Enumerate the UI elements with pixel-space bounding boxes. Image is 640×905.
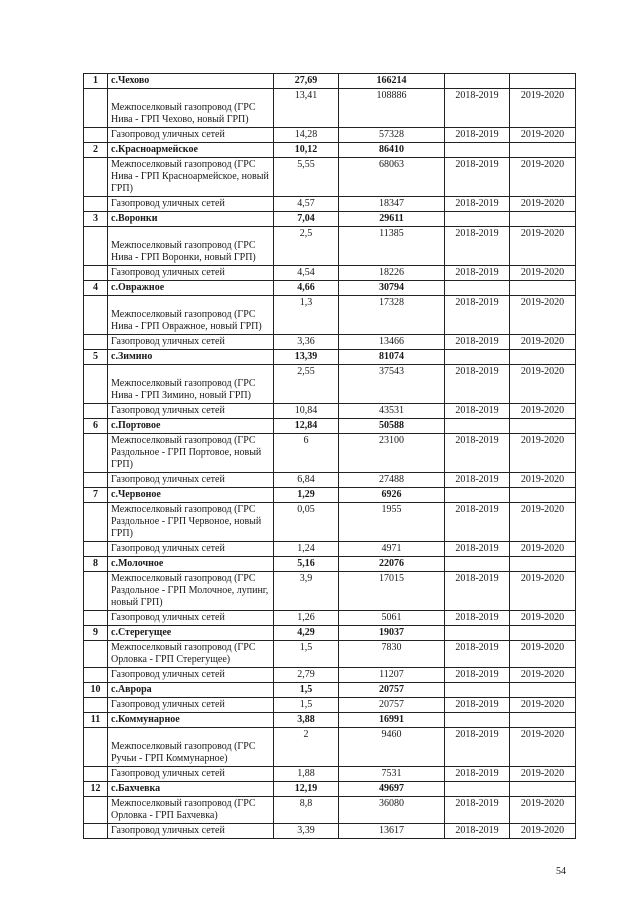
- design-period: 2018-2019: [445, 434, 510, 473]
- empty-cell: [510, 419, 576, 434]
- empty-cell: [510, 713, 576, 728]
- construction-period: 2019-2020: [510, 767, 576, 782]
- row-number: 1: [84, 74, 108, 89]
- pipeline-description: Газопровод уличных сетей: [108, 197, 274, 212]
- village-name: с.Червоное: [108, 488, 274, 503]
- village-row: [84, 74, 576, 89]
- row-number: 3: [84, 212, 108, 227]
- design-period: 2018-2019: [445, 668, 510, 683]
- pipeline-length: 1,88: [274, 767, 339, 782]
- pipeline-cost: 7531: [339, 767, 445, 782]
- empty-cell: [445, 557, 510, 572]
- design-period: 2018-2019: [445, 767, 510, 782]
- empty-cell: [84, 767, 108, 782]
- empty-cell: [84, 365, 108, 404]
- construction-period: 2019-2020: [510, 503, 576, 542]
- pipeline-row: [84, 641, 576, 668]
- empty-cell: [84, 434, 108, 473]
- empty-cell: [510, 557, 576, 572]
- pipeline-cost: 7830: [339, 641, 445, 668]
- pipeline-description: Газопровод уличных сетей: [108, 824, 274, 839]
- pipeline-row: [84, 503, 576, 542]
- empty-cell: [84, 641, 108, 668]
- total-length: 13,39: [274, 350, 339, 365]
- pipeline-cost: 13466: [339, 335, 445, 350]
- pipeline-description: Газопровод уличных сетей: [108, 266, 274, 281]
- pipeline-description: Газопровод уличных сетей: [108, 542, 274, 557]
- construction-period: 2019-2020: [510, 473, 576, 488]
- pipeline-description: Газопровод уличных сетей: [108, 473, 274, 488]
- pipeline-length: 1,3: [274, 296, 339, 335]
- empty-cell: [445, 74, 510, 89]
- pipeline-row: [84, 365, 576, 404]
- empty-cell: [510, 143, 576, 158]
- empty-cell: [84, 128, 108, 143]
- village-name: с.Красноармейское: [108, 143, 274, 158]
- total-cost: 29611: [339, 212, 445, 227]
- total-length: 1,5: [274, 683, 339, 698]
- pipeline-description: Межпоселковый газопровод (ГРС Ручьи - ГРП Коммунарное): [108, 728, 274, 767]
- total-length: 7,04: [274, 212, 339, 227]
- pipeline-description: Межпоселковый газопровод (ГРС Орловка - ГРП Бахчевка): [108, 797, 274, 824]
- construction-period: 2019-2020: [510, 404, 576, 419]
- total-length: 27,69: [274, 74, 339, 89]
- pipeline-description: Межпоселковый газопровод (ГРС Раздольное - ГРП Червоное, новый ГРП): [108, 503, 274, 542]
- construction-period: 2019-2020: [510, 611, 576, 626]
- total-length: 4,66: [274, 281, 339, 296]
- village-name: с.Чехово: [108, 74, 274, 89]
- design-period: 2018-2019: [445, 611, 510, 626]
- row-number: 5: [84, 350, 108, 365]
- construction-period: 2019-2020: [510, 641, 576, 668]
- pipeline-cost: 36080: [339, 797, 445, 824]
- pipeline-row: [84, 335, 576, 350]
- pipeline-length: 1,24: [274, 542, 339, 557]
- empty-cell: [510, 683, 576, 698]
- pipeline-description: Межпоселковый газопровод (ГРС Нива - ГРП Зимино, новый ГРП): [108, 365, 274, 404]
- design-period: 2018-2019: [445, 797, 510, 824]
- total-cost: 6926: [339, 488, 445, 503]
- village-name: с.Коммунарное: [108, 713, 274, 728]
- design-period: 2018-2019: [445, 335, 510, 350]
- village-row: [84, 782, 576, 797]
- total-cost: 30794: [339, 281, 445, 296]
- village-name: с.Воронки: [108, 212, 274, 227]
- pipeline-row: [84, 266, 576, 281]
- empty-cell: [445, 143, 510, 158]
- pipeline-length: 4,57: [274, 197, 339, 212]
- village-name: с.Стерегущее: [108, 626, 274, 641]
- design-period: 2018-2019: [445, 572, 510, 611]
- village-row: [84, 350, 576, 365]
- pipeline-length: 8,8: [274, 797, 339, 824]
- construction-period: 2019-2020: [510, 668, 576, 683]
- construction-period: 2019-2020: [510, 824, 576, 839]
- pipeline-length: 5,55: [274, 158, 339, 197]
- empty-cell: [445, 683, 510, 698]
- empty-cell: [445, 626, 510, 641]
- row-number: 6: [84, 419, 108, 434]
- empty-cell: [84, 503, 108, 542]
- village-name: с.Овражное: [108, 281, 274, 296]
- empty-cell: [510, 350, 576, 365]
- pipeline-length: 1,5: [274, 698, 339, 713]
- page-number: 54: [556, 866, 566, 877]
- total-cost: 16991: [339, 713, 445, 728]
- design-period: 2018-2019: [445, 728, 510, 767]
- row-number: 7: [84, 488, 108, 503]
- empty-cell: [84, 404, 108, 419]
- pipeline-cost: 57328: [339, 128, 445, 143]
- design-period: 2018-2019: [445, 698, 510, 713]
- pipeline-row: [84, 542, 576, 557]
- village-row: [84, 683, 576, 698]
- design-period: 2018-2019: [445, 89, 510, 128]
- total-length: 5,16: [274, 557, 339, 572]
- pipeline-row: [84, 824, 576, 839]
- empty-cell: [84, 473, 108, 488]
- pipeline-row: [84, 158, 576, 197]
- empty-cell: [510, 212, 576, 227]
- design-period: 2018-2019: [445, 641, 510, 668]
- empty-cell: [510, 488, 576, 503]
- empty-cell: [84, 542, 108, 557]
- pipeline-length: 4,54: [274, 266, 339, 281]
- pipeline-length: 1,5: [274, 641, 339, 668]
- pipeline-length: 2,79: [274, 668, 339, 683]
- pipeline-cost: 9460: [339, 728, 445, 767]
- row-number: 11: [84, 713, 108, 728]
- pipeline-description: Межпоселковый газопровод (ГРС Раздольное - ГРП Портовое, новый ГРП): [108, 434, 274, 473]
- pipeline-cost: 4971: [339, 542, 445, 557]
- empty-cell: [445, 488, 510, 503]
- pipeline-description: Межпоселковый газопровод (ГРС Нива - ГРП Овражное, новый ГРП): [108, 296, 274, 335]
- pipeline-row: [84, 668, 576, 683]
- total-cost: 81074: [339, 350, 445, 365]
- village-row: [84, 488, 576, 503]
- empty-cell: [84, 197, 108, 212]
- pipeline-description: Межпоселковый газопровод (ГРС Орловка - ГРП Стерегущее): [108, 641, 274, 668]
- total-cost: 22076: [339, 557, 445, 572]
- pipeline-length: 13,41: [274, 89, 339, 128]
- empty-cell: [84, 572, 108, 611]
- pipeline-cost: 5061: [339, 611, 445, 626]
- village-name: с.Бахчевка: [108, 782, 274, 797]
- empty-cell: [84, 797, 108, 824]
- pipeline-cost: 13617: [339, 824, 445, 839]
- empty-cell: [84, 89, 108, 128]
- pipeline-description: Межпоселковый газопровод (ГРС Нива - ГРП Воронки, новый ГРП): [108, 227, 274, 266]
- construction-period: 2019-2020: [510, 365, 576, 404]
- pipeline-cost: 18226: [339, 266, 445, 281]
- construction-period: 2019-2020: [510, 797, 576, 824]
- pipeline-cost: 17015: [339, 572, 445, 611]
- village-row: [84, 281, 576, 296]
- design-period: 2018-2019: [445, 197, 510, 212]
- village-row: [84, 143, 576, 158]
- pipeline-description: Газопровод уличных сетей: [108, 128, 274, 143]
- pipeline-row: [84, 128, 576, 143]
- pipeline-row: [84, 611, 576, 626]
- pipeline-row: [84, 404, 576, 419]
- pipeline-cost: 11385: [339, 227, 445, 266]
- empty-cell: [510, 626, 576, 641]
- pipeline-cost: 37543: [339, 365, 445, 404]
- village-row: [84, 713, 576, 728]
- village-row: [84, 626, 576, 641]
- pipeline-cost: 20757: [339, 698, 445, 713]
- empty-cell: [445, 281, 510, 296]
- pipeline-description: Газопровод уличных сетей: [108, 404, 274, 419]
- row-number: 4: [84, 281, 108, 296]
- empty-cell: [510, 281, 576, 296]
- row-number: 12: [84, 782, 108, 797]
- pipeline-length: 3,9: [274, 572, 339, 611]
- total-length: 4,29: [274, 626, 339, 641]
- design-period: 2018-2019: [445, 227, 510, 266]
- empty-cell: [84, 227, 108, 266]
- village-name: с.Молочное: [108, 557, 274, 572]
- pipeline-cost: 18347: [339, 197, 445, 212]
- total-cost: 49697: [339, 782, 445, 797]
- total-cost: 20757: [339, 683, 445, 698]
- total-cost: 50588: [339, 419, 445, 434]
- pipeline-description: Межпоселковый газопровод (ГРС Нива - ГРП Чехово, новый ГРП): [108, 89, 274, 128]
- empty-cell: [84, 668, 108, 683]
- construction-period: 2019-2020: [510, 296, 576, 335]
- pipeline-description: Межпоселковый газопровод (ГРС Раздольное - ГРП Молочное, лупинг, новый ГРП): [108, 572, 274, 611]
- pipeline-cost: 68063: [339, 158, 445, 197]
- pipeline-cost: 11207: [339, 668, 445, 683]
- village-name: с.Аврора: [108, 683, 274, 698]
- empty-cell: [445, 212, 510, 227]
- row-number: 9: [84, 626, 108, 641]
- pipeline-row: [84, 227, 576, 266]
- pipeline-row: [84, 296, 576, 335]
- row-number: 8: [84, 557, 108, 572]
- pipeline-cost: 1955: [339, 503, 445, 542]
- design-period: 2018-2019: [445, 542, 510, 557]
- village-name: с.Зимино: [108, 350, 274, 365]
- total-cost: 166214: [339, 74, 445, 89]
- village-row: [84, 557, 576, 572]
- pipeline-length: 2: [274, 728, 339, 767]
- pipeline-length: 1,26: [274, 611, 339, 626]
- total-length: 3,88: [274, 713, 339, 728]
- pipeline-cost: 108886: [339, 89, 445, 128]
- empty-cell: [84, 611, 108, 626]
- construction-period: 2019-2020: [510, 266, 576, 281]
- total-cost: 19037: [339, 626, 445, 641]
- pipeline-row: [84, 698, 576, 713]
- row-number: 2: [84, 143, 108, 158]
- design-period: 2018-2019: [445, 158, 510, 197]
- empty-cell: [84, 266, 108, 281]
- pipeline-description: Межпоселковый газопровод (ГРС Нива - ГРП Красноармейское, новый ГРП): [108, 158, 274, 197]
- pipeline-row: [84, 197, 576, 212]
- construction-period: 2019-2020: [510, 542, 576, 557]
- design-period: 2018-2019: [445, 266, 510, 281]
- empty-cell: [445, 782, 510, 797]
- pipeline-length: 14,28: [274, 128, 339, 143]
- construction-period: 2019-2020: [510, 434, 576, 473]
- design-period: 2018-2019: [445, 404, 510, 419]
- total-length: 1,29: [274, 488, 339, 503]
- empty-cell: [84, 824, 108, 839]
- construction-period: 2019-2020: [510, 728, 576, 767]
- pipeline-row: [84, 89, 576, 128]
- construction-period: 2019-2020: [510, 158, 576, 197]
- construction-period: 2019-2020: [510, 89, 576, 128]
- pipeline-row: [84, 797, 576, 824]
- pipeline-row: [84, 473, 576, 488]
- design-period: 2018-2019: [445, 824, 510, 839]
- construction-period: 2019-2020: [510, 197, 576, 212]
- empty-cell: [84, 158, 108, 197]
- empty-cell: [510, 782, 576, 797]
- construction-period: 2019-2020: [510, 128, 576, 143]
- pipeline-description: Газопровод уличных сетей: [108, 335, 274, 350]
- pipeline-length: 3,36: [274, 335, 339, 350]
- design-period: 2018-2019: [445, 128, 510, 143]
- total-cost: 86410: [339, 143, 445, 158]
- empty-cell: [84, 698, 108, 713]
- village-row: [84, 419, 576, 434]
- design-period: 2018-2019: [445, 365, 510, 404]
- pipeline-cost: 43531: [339, 404, 445, 419]
- village-name: с.Портовое: [108, 419, 274, 434]
- pipeline-cost: 23100: [339, 434, 445, 473]
- pipeline-description: Газопровод уличных сетей: [108, 698, 274, 713]
- design-period: 2018-2019: [445, 503, 510, 542]
- construction-period: 2019-2020: [510, 698, 576, 713]
- total-length: 12,19: [274, 782, 339, 797]
- pipeline-length: 3,39: [274, 824, 339, 839]
- pipeline-row: [84, 767, 576, 782]
- village-row: [84, 212, 576, 227]
- design-period: 2018-2019: [445, 473, 510, 488]
- construction-period: 2019-2020: [510, 572, 576, 611]
- pipeline-length: 0,05: [274, 503, 339, 542]
- empty-cell: [445, 419, 510, 434]
- empty-cell: [445, 713, 510, 728]
- pipeline-length: 6,84: [274, 473, 339, 488]
- pipeline-length: 2,5: [274, 227, 339, 266]
- empty-cell: [510, 74, 576, 89]
- empty-cell: [84, 296, 108, 335]
- pipeline-description: Газопровод уличных сетей: [108, 611, 274, 626]
- pipeline-description: Газопровод уличных сетей: [108, 668, 274, 683]
- pipeline-row: [84, 434, 576, 473]
- row-number: 10: [84, 683, 108, 698]
- pipeline-length: 10,84: [274, 404, 339, 419]
- pipeline-cost: 27488: [339, 473, 445, 488]
- total-length: 10,12: [274, 143, 339, 158]
- design-period: 2018-2019: [445, 296, 510, 335]
- empty-cell: [84, 728, 108, 767]
- table-body: [84, 74, 576, 839]
- pipeline-description: Газопровод уличных сетей: [108, 767, 274, 782]
- pipeline-row: [84, 728, 576, 767]
- construction-period: 2019-2020: [510, 227, 576, 266]
- total-length: 12,84: [274, 419, 339, 434]
- construction-period: 2019-2020: [510, 335, 576, 350]
- pipeline-length: 2,55: [274, 365, 339, 404]
- pipeline-cost: 17328: [339, 296, 445, 335]
- gas-pipeline-table: [83, 73, 576, 839]
- empty-cell: [445, 350, 510, 365]
- pipeline-length: 6: [274, 434, 339, 473]
- pipeline-row: [84, 572, 576, 611]
- empty-cell: [84, 335, 108, 350]
